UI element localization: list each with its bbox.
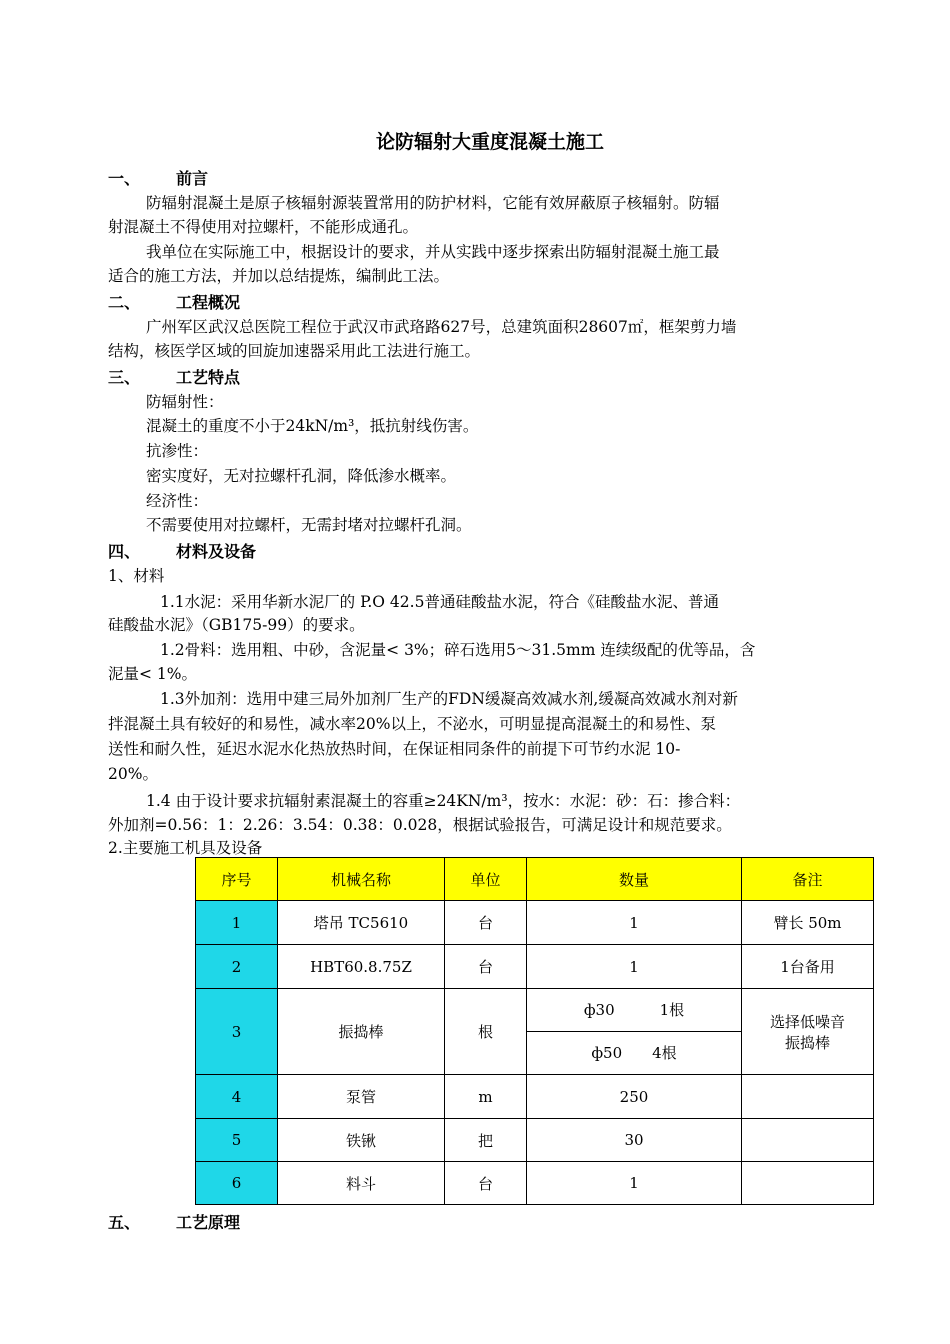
name-cell: 铁锹 [278,1119,445,1162]
table-row [196,1162,874,1205]
qty-cell: 30 [527,1119,742,1162]
paragraph-line: 泥量< 1%。 [108,665,198,683]
note-cell [742,1162,874,1205]
table-row [196,989,874,1075]
paragraph-line: 防辐射混凝土是原子核辐射源装置常用的防护材料，它能有效屏蔽原子核辐射。防辐 [146,194,720,212]
qty-subrow: ф50 4根 [527,1031,741,1074]
section-title: 材料及设备 [176,542,257,561]
paragraph-line: 我单位在实际施工中，根据设计的要求，并从实践中逐步探索出防辐射混凝土施工最 [146,243,720,261]
feature-label: 抗渗性： [146,442,209,460]
document-title: 论防辐射大重度混凝土施工 [375,131,604,153]
note-line: 选择低噪音 [769,1012,845,1031]
section-heading [108,1210,240,1233]
section-heading [108,539,256,562]
seq-cell: 4 [196,1075,278,1119]
name-cell: HBT60.8.75Z [278,945,445,989]
paragraph-line: 1.1水泥：采用华新水泥厂的 P.O 42.5普通硅酸盐水泥，符合《硅酸盐水泥、普通 [160,593,719,611]
feature-text: 混凝土的重度不小于24kN/m³，抵抗射线伤害。 [146,417,479,435]
section-title: 工艺原理 [176,1213,241,1232]
note-cell [742,1075,874,1119]
qty-cell: 250 [527,1075,742,1119]
unit-cell: m [445,1075,527,1119]
note-line: 振捣棒 [784,1033,830,1052]
note-cell: 臂长 50m [742,901,874,945]
header-cell: 备注 [742,858,874,901]
paragraph-line: 外加剂=0.56：1：2.26：3.54：0.38：0.028，根据试验报告，可满足设计和规范要求。 [108,816,732,834]
section-title: 工程概况 [176,293,241,312]
paragraph-line: 1.2骨料：选用粗、中砂，含泥量< 3%；碎石选用5～31.5mm 连续级配的优等品，含 [160,641,756,659]
section-number: 二、 [108,293,141,312]
table-row [196,1075,874,1119]
seq-cell: 6 [196,1162,278,1205]
section-number: 四、 [108,542,141,561]
table-header-row [196,858,874,901]
header-cell: 单位 [445,858,527,901]
unit-cell: 把 [445,1119,527,1162]
unit-cell: 根 [445,989,527,1075]
name-cell: 料斗 [278,1162,445,1205]
seq-cell: 2 [196,945,278,989]
section-title: 前言 [176,169,209,188]
unit-cell: 台 [445,945,527,989]
name-cell: 泵管 [278,1075,445,1119]
paragraph-line: 广州军区武汉总医院工程位于武汉市武珞路627号，总建筑面积28607㎡，框架剪力墙 [146,318,737,336]
table-row [196,901,874,945]
note-cell: 1台备用 [742,945,874,989]
paragraph-line: 拌混凝土具有较好的和易性，减水率20%以上，不泌水，可明显提高混凝土的和易性、泵 [108,715,716,733]
section-title: 工艺特点 [176,368,241,387]
note-cell [742,989,874,1075]
paragraph-line: 1.4 由于设计要求抗辐射素混凝土的容重≥24KN/m³，按水：水泥：砂：石：掺合料： [146,792,741,810]
unit-cell: 台 [445,1162,527,1205]
paragraph-line: 送性和耐久性，延迟水泥水化热放热时间，在保证相同条件的前提下可节约水泥 10- [108,740,681,758]
paragraph-line: 射混凝土不得使用对拉螺杆，不能形成通孔。 [108,218,419,236]
table-row [196,1119,874,1162]
name-cell: 塔吊 TC5610 [278,901,445,945]
header-cell: 序号 [196,858,278,901]
seq-cell: 3 [196,989,278,1075]
qty-cell [527,989,742,1075]
qty-cell: 1 [527,1162,742,1205]
section-number: 五、 [108,1213,141,1232]
feature-text: 密实度好，无对拉螺杆孔洞，降低渗水概率。 [146,467,457,485]
section-number: 一、 [108,169,141,188]
name-cell: 振捣棒 [278,989,445,1075]
unit-cell: 台 [445,901,527,945]
section-heading [108,166,208,189]
qty-cell: 1 [527,945,742,989]
feature-label: 经济性： [146,492,209,510]
feature-label: 防辐射性： [146,393,224,411]
paragraph-line: 1.3外加剂：选用中建三局外加剂厂生产的FDN缓凝高效减水剂,缓凝高效减水剂对新 [160,690,738,708]
equipment-table [195,857,874,1205]
paragraph-line: 20%。 [108,765,158,783]
paragraph-line: 适合的施工方法，并加以总结提炼，编制此工法。 [108,267,450,285]
feature-text: 不需要使用对拉螺杆，无需封堵对拉螺杆孔洞。 [146,516,472,534]
section-number: 三、 [108,368,141,387]
table-row [196,945,874,989]
qty-cell: 1 [527,901,742,945]
note-cell [742,1119,874,1162]
paragraph-line: 硅酸盐水泥》（GB175-99）的要求。 [108,616,365,634]
section-heading [108,365,240,388]
qty-subrow: ф30 1根 [583,1001,685,1019]
section-heading [108,290,240,313]
subsection-heading: 1、材料 [108,567,165,585]
seq-cell: 5 [196,1119,278,1162]
subsection-heading: 2.主要施工机具及设备 [108,839,263,857]
seq-cell: 1 [196,901,278,945]
header-cell: 机械名称 [278,858,445,901]
paragraph-line: 结构，核医学区域的回旋加速器采用此工法进行施工。 [108,342,481,360]
header-cell: 数量 [527,858,742,901]
